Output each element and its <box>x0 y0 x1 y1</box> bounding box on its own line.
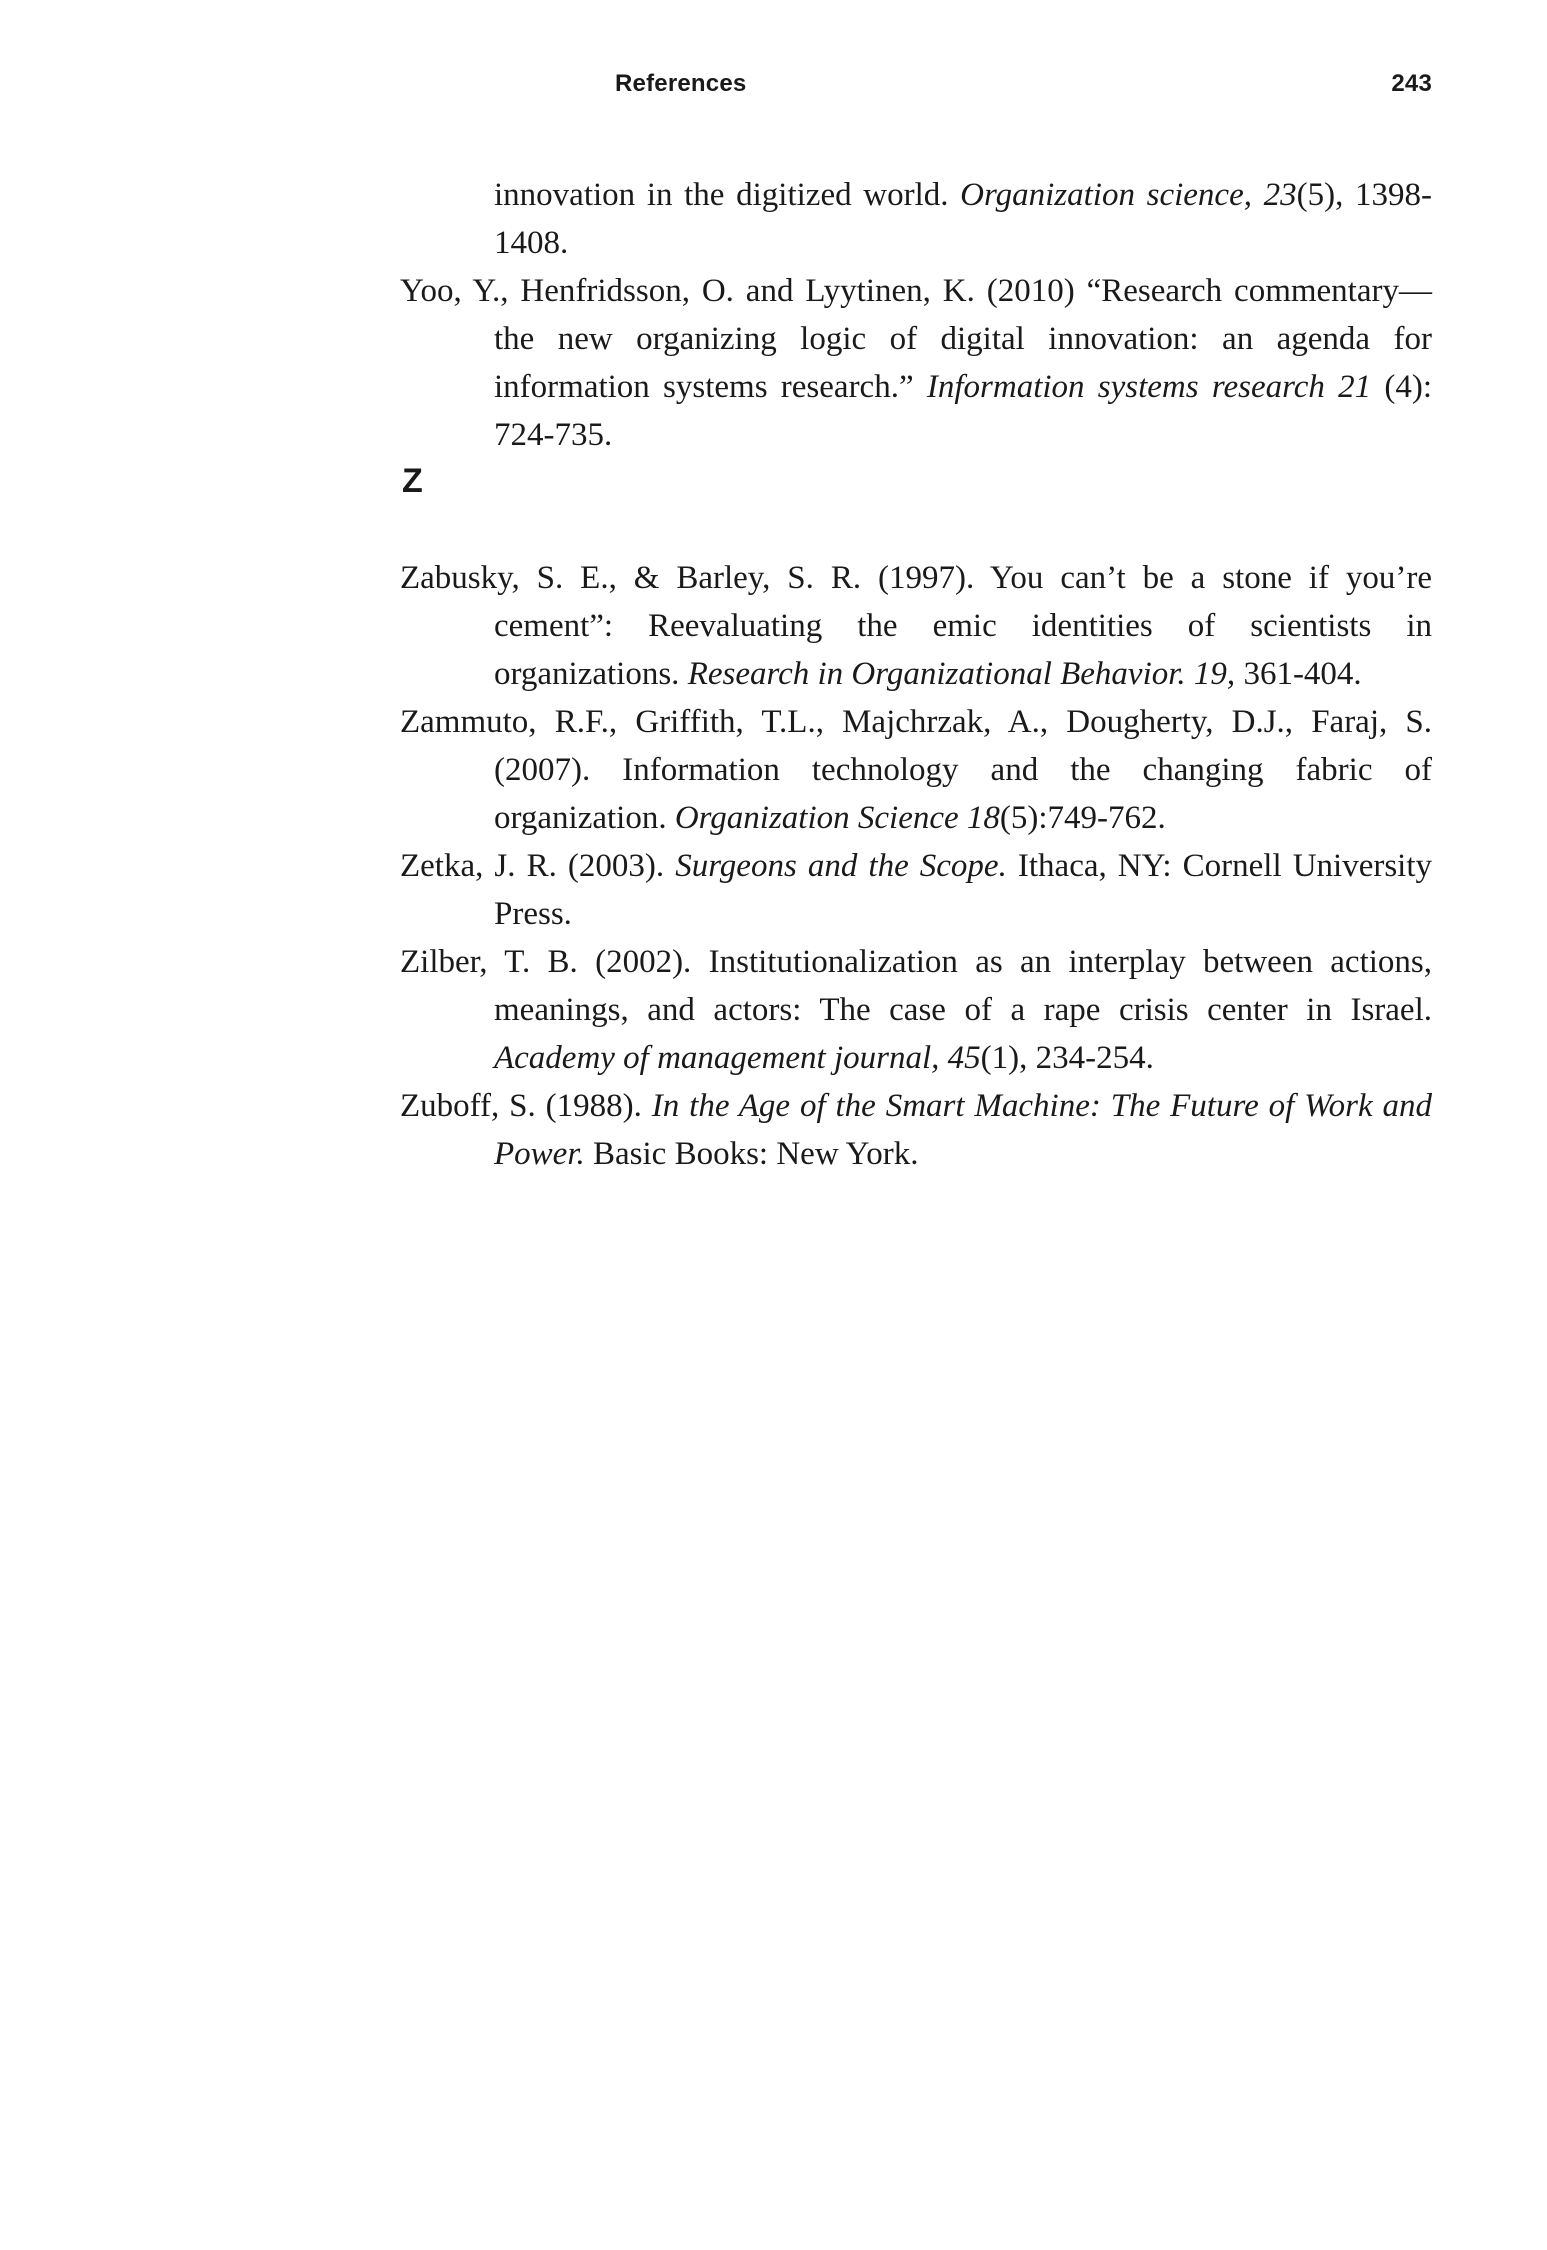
reference-text: innovation in the digitized world. <box>494 177 961 213</box>
reference-text: (1), 234-254. <box>980 1040 1154 1076</box>
reference-text: Ithaca, NY: Cornell University Press. <box>494 848 1433 932</box>
reference-text: Zilber, T. B. (2002). Institutionalization as an interplay between actions, meanings, and actors: The case of a rape crisis center in Israel. <box>400 944 1432 1028</box>
reference-text: Yoo, Y., Henfridsson, O. and Lyytinen, K. (2010) “Research commentary—the new organizing logic of digital innovation: an agenda for information systems research.” <box>400 273 1432 405</box>
reference-text: 361-404. <box>1235 656 1362 692</box>
reference-text: (5), 1398-1408. <box>494 177 1433 261</box>
reference-text: (4): 724-735. <box>494 369 1432 453</box>
reference-text: Zetka, J. R. (2003). <box>400 848 676 884</box>
reference-text: (5):749-762. <box>999 800 1166 836</box>
reference-text: Zuboff, S. (1988). <box>400 1088 652 1124</box>
reference-text: Zabusky, S. E., & Barley, S. R. (1997). You can’t be a stone if you’re cement”: Reevaluating the emic identities of scientists in organizations. <box>400 560 1432 692</box>
reference-italic-text: In the Age of the Smart Machine: The Future of Work and Power. <box>494 1088 1432 1172</box>
reference-text: Zammuto, R.F., Griffith, T.L., Majchrzak, A., Dougherty, D.J., Faraj, S. (2007). Information technology and the changing fabric of organization. <box>400 704 1432 836</box>
carryover-reference <box>400 171 1432 267</box>
reference-text: Basic Books: New York. <box>584 1136 919 1172</box>
reference-italic-text: Surgeons and the Scope. <box>675 848 1007 884</box>
references-block-y <box>400 171 1432 459</box>
reference-list-z <box>400 554 1432 1178</box>
reference-entry <box>400 698 1432 842</box>
reference-entry <box>400 842 1432 938</box>
reference-italic-text: Organization Science 18 <box>674 800 1000 836</box>
running-head <box>400 70 1432 102</box>
section-letter: Z <box>402 462 423 500</box>
reference-italic-text: Information systems research 21 <box>926 369 1372 405</box>
reference-list-y <box>400 267 1432 459</box>
reference-entry <box>400 554 1432 698</box>
reference-italic-text: Academy of management journal, 45 <box>494 1040 981 1076</box>
page-number: 243 <box>1391 70 1432 97</box>
reference-italic-text: Research in Organizational Behavior. 19, <box>687 656 1236 692</box>
running-head-title: References <box>615 70 747 97</box>
reference-italic-text: Organization science, 23 <box>960 177 1297 213</box>
reference-entry <box>400 267 1432 459</box>
reference-entry <box>400 1082 1432 1178</box>
reference-entry <box>400 938 1432 1082</box>
